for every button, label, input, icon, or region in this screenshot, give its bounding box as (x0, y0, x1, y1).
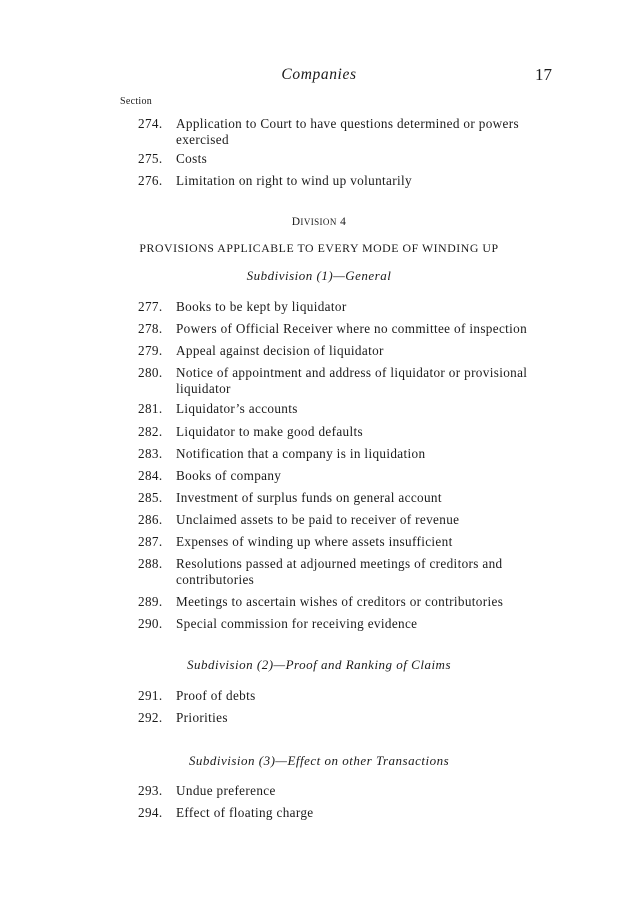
section-number: 287. (138, 534, 163, 549)
section-title: Special commission for receiving evidence (176, 616, 418, 631)
section-number: 281. (138, 401, 163, 416)
section-number: 290. (138, 616, 163, 631)
section-title: Resolutions passed at adjourned meetings of creditors and contributories (176, 556, 503, 587)
section-title: Application to Court to have questions determined or powers exercised (176, 116, 519, 147)
list-item (138, 594, 538, 610)
section-number: 277. (138, 299, 163, 314)
section-title: Powers of Official Receiver where no committee of inspection (176, 321, 528, 336)
section-title: Books to be kept by liquidator (176, 299, 347, 314)
division-label-rest: IVISION (300, 217, 337, 227)
list-item (138, 343, 538, 359)
list-item (138, 512, 538, 528)
division-title: PROVISIONS APPLICABLE TO EVERY MODE OF WINDING UP (139, 241, 499, 255)
section-number: 289. (138, 594, 163, 609)
section-title: Notification that a company is in liquidation (176, 446, 426, 461)
section-title: Proof of debts (176, 688, 256, 703)
list-item (138, 151, 538, 167)
section-number: 274. (138, 116, 163, 131)
list-item (138, 365, 538, 397)
list-item (138, 688, 538, 704)
division-number: 4 (340, 216, 347, 228)
section-title: Costs (176, 151, 208, 166)
list-item (138, 710, 538, 726)
list-item (138, 321, 538, 337)
section-title: Expenses of winding up where assets insufficient (176, 534, 453, 549)
section-title: Appeal against decision of liquidator (176, 343, 384, 358)
subdivision-heading: Subdivision (1)—General (246, 268, 392, 283)
list-item (138, 616, 538, 632)
section-title: Liquidator to make good defaults (176, 424, 363, 439)
division-label-initial: D (291, 216, 301, 228)
list-item (138, 783, 538, 799)
list-item (138, 173, 538, 189)
section-number: 278. (138, 321, 163, 336)
section-number: 282. (138, 424, 163, 439)
section-number: 286. (138, 512, 163, 527)
division-label (0, 214, 638, 229)
list-item (138, 534, 538, 550)
list-item (138, 805, 538, 821)
section-number: 280. (138, 365, 163, 380)
section-number: 291. (138, 688, 163, 703)
section-title: Effect of floating charge (176, 805, 314, 820)
list-item (138, 446, 538, 462)
list-item (138, 299, 538, 315)
list-item (138, 468, 538, 484)
section-title: Limitation on right to wind up voluntarily (176, 173, 412, 188)
section-number: 293. (138, 783, 163, 798)
subdivision-heading: Subdivision (2)—Proof and Ranking of Claims (186, 657, 452, 672)
page-number: 17 (535, 65, 552, 84)
section-title: Notice of appointment and address of liquidator or provisional liquidator (176, 365, 528, 396)
running-title: Companies (281, 66, 357, 83)
section-number: 279. (138, 343, 163, 358)
subdivision-heading: Subdivision (3)—Effect on other Transactions (188, 753, 450, 768)
section-title: Books of company (176, 468, 282, 483)
list-item (138, 401, 538, 417)
section-title: Unclaimed assets to be paid to receiver of revenue (176, 512, 460, 527)
list-item (138, 490, 538, 506)
section-title: Liquidator’s accounts (176, 401, 298, 416)
section-number: 284. (138, 468, 163, 483)
list-item (138, 424, 538, 440)
section-number: 294. (138, 805, 163, 820)
section-title: Undue preference (176, 783, 276, 798)
section-title: Meetings to ascertain wishes of creditors or contributories (176, 594, 504, 609)
list-item (138, 556, 538, 588)
section-title: Priorities (176, 710, 228, 725)
section-number: 283. (138, 446, 163, 461)
section-number: 275. (138, 151, 163, 166)
section-number: 276. (138, 173, 163, 188)
section-title: Investment of surplus funds on general account (176, 490, 442, 505)
section-number: 292. (138, 710, 163, 725)
section-number: 285. (138, 490, 163, 505)
section-column-label: Section (120, 96, 153, 107)
list-item (138, 116, 538, 148)
section-number: 288. (138, 556, 163, 571)
